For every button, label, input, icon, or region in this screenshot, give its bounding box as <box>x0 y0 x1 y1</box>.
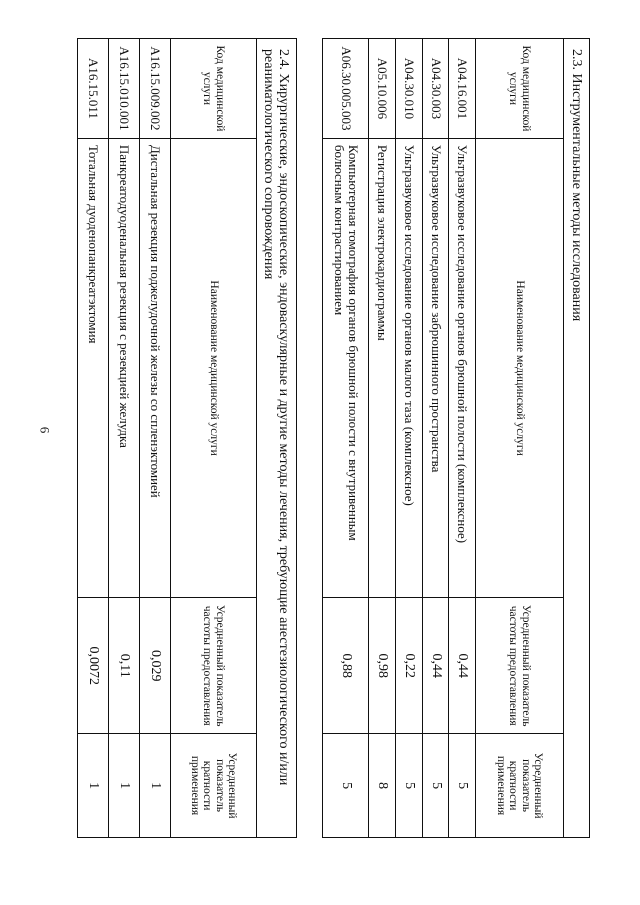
table-row <box>396 39 423 838</box>
frequency-value: 0,44 <box>449 598 476 734</box>
table-row <box>140 39 171 838</box>
service-name: Ультразвуковое исследование органов малого таза (комплексное) <box>396 138 423 597</box>
multiplicity-value: 5 <box>449 734 476 838</box>
table-row <box>369 39 396 838</box>
instrumental-methods-table <box>322 38 590 838</box>
header-code: Код медицинской услуги <box>476 39 564 139</box>
multiplicity-value: 5 <box>396 734 423 838</box>
frequency-value: 0,98 <box>369 598 396 734</box>
multiplicity-value: 1 <box>78 734 109 838</box>
table-row <box>109 39 140 838</box>
frequency-value: 0,029 <box>140 598 171 734</box>
frequency-value: 0,0072 <box>78 598 109 734</box>
service-code: A04.30.003 <box>422 39 449 139</box>
header-frequency: Усредненный показатель частоты предоставления <box>476 598 564 734</box>
table-row <box>422 39 449 838</box>
header-multiplicity: Усредненный показатель кратности применения <box>171 734 257 838</box>
section-title: 2.3. Инструментальные методы исследования <box>564 39 590 838</box>
frequency-value: 0,44 <box>422 598 449 734</box>
header-name: Наименование медицинской услуги <box>171 138 257 597</box>
table-row <box>323 39 369 838</box>
service-code: A06.30.005.003 <box>323 39 369 139</box>
service-code: A16.15.010.001 <box>109 39 140 139</box>
frequency-value: 0,22 <box>396 598 423 734</box>
header-code: Код медицинской услуги <box>171 39 257 139</box>
section-surgical-methods <box>77 38 297 838</box>
header-name: Наименование медицинской услуги <box>476 138 564 597</box>
service-name: Панкреатодуоденальная резекция с резекцией желудка <box>109 138 140 597</box>
multiplicity-value: 1 <box>109 734 140 838</box>
service-code: A05.10.006 <box>369 39 396 139</box>
header-multiplicity: Усредненный показатель кратности применения <box>476 734 564 838</box>
multiplicity-value: 5 <box>422 734 449 838</box>
page-number: 6 <box>37 426 53 434</box>
service-name: Регистрация электрокардиограммы <box>369 138 396 597</box>
service-name: Дистальная резекция поджелудочной железы со спленэктомией <box>140 138 171 597</box>
service-name: Тотальная дуоденопанкреатэктомия <box>78 138 109 597</box>
service-code: A04.30.010 <box>396 39 423 139</box>
service-code: A16.15.009.002 <box>140 39 171 139</box>
service-name: Ультразвуковое исследование забрюшинного пространства <box>422 138 449 597</box>
service-code: A16.15.011 <box>78 39 109 139</box>
service-code: A04.16.001 <box>449 39 476 139</box>
multiplicity-value: 1 <box>140 734 171 838</box>
frequency-value: 0,88 <box>323 598 369 734</box>
multiplicity-value: 5 <box>323 734 369 838</box>
surgical-methods-table <box>77 38 297 838</box>
table-row <box>78 39 109 838</box>
service-name: Компьютерная томография органов брюшной полости с внутривенным болюсным контрастированием <box>323 138 369 597</box>
header-frequency: Усредненный показатель частоты предоставления <box>171 598 257 734</box>
section-title: 2.4. Хирургические, эндоскопические, эндоваскулярные и другие методы лечения, требующие анестезиологического и/или реаниматологического сопровождения <box>257 39 297 838</box>
table-row <box>449 39 476 838</box>
service-name: Ультразвуковое исследование органов брюшной полости (комплексное) <box>449 138 476 597</box>
section-instrumental-methods <box>322 38 590 838</box>
frequency-value: 0,11 <box>109 598 140 734</box>
multiplicity-value: 8 <box>369 734 396 838</box>
